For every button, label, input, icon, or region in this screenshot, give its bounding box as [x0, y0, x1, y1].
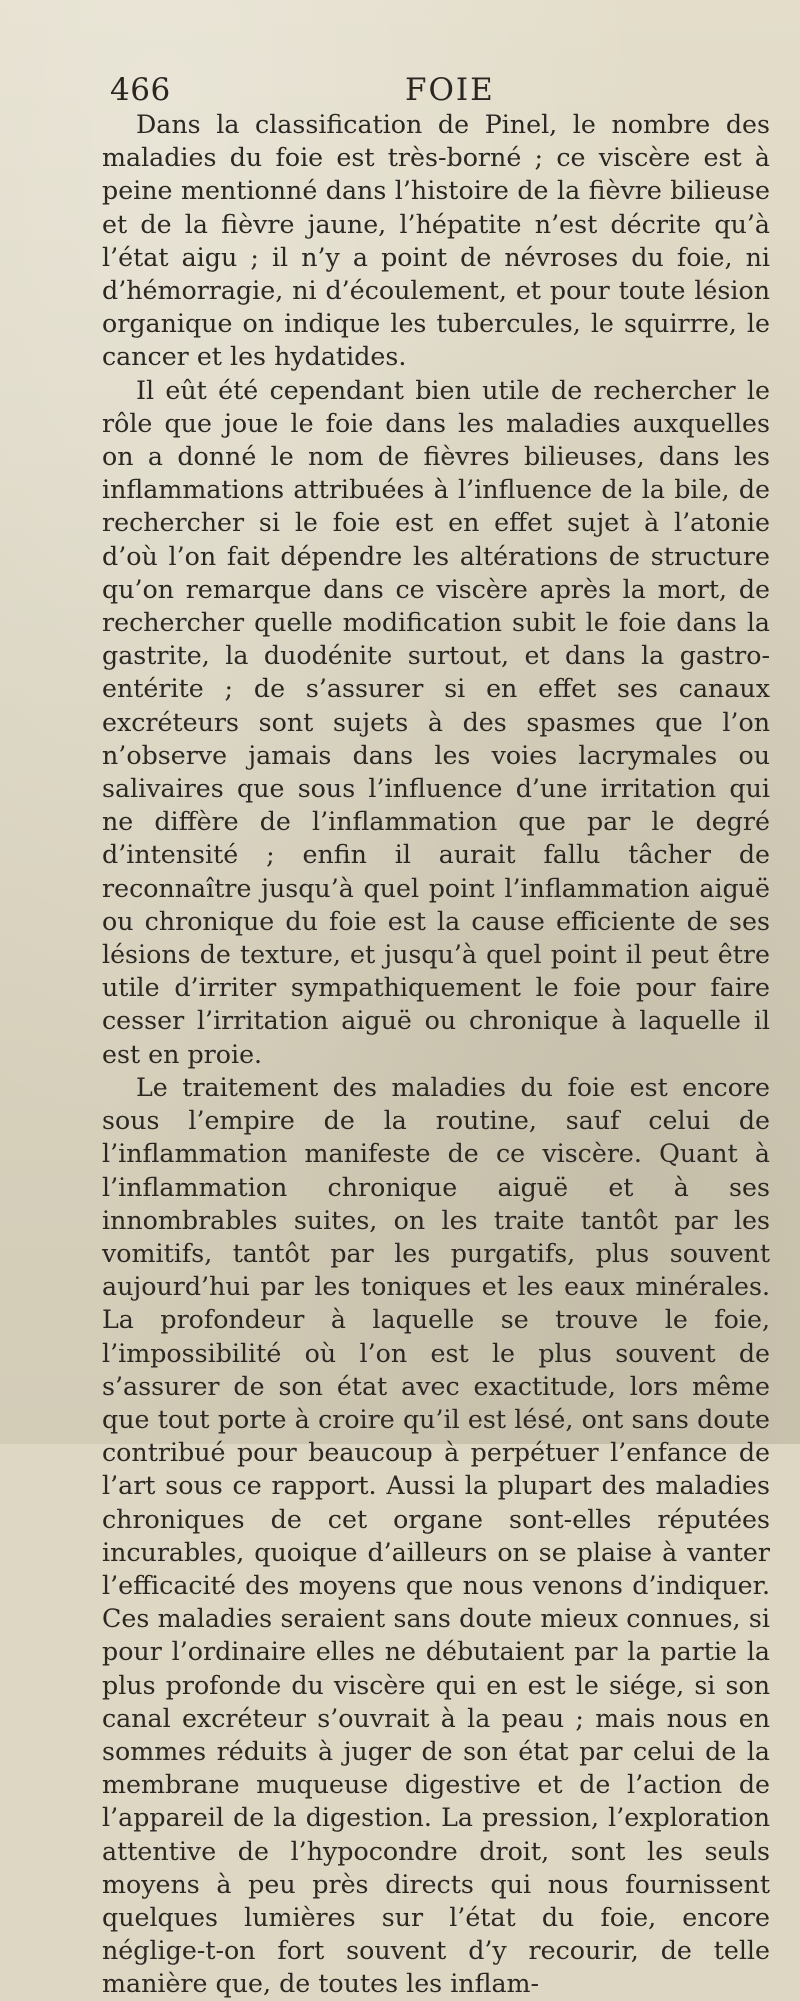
- paragraph-3: Le traitement des maladies du foie est encore sous l’empire de la routine, sauf celui de l’inflammation manifeste de ce viscère. Quant à l’inflammation chronique aiguë et à ses innombrables suites, on les traite tantôt par les vomitifs, tantôt par les purgatifs, plus souvent aujourd’hui par les toniques et les eaux minérales. La profondeur à laquelle se trouve le foie, l’impossibilité où l’on est le plus souvent de s’assurer de son état avec exactitude, lors même que tout porte à croire qu’il est lésé, ont sans doute contribué pour beaucoup à perpétuer l’enfance de l’art sous ce rapport. Aussi la plupart des maladies chroniques de cet organe sont-elles réputées incurables, quoique d’ailleurs on se plaise à vanter l’efficacité des moyens que nous venons d’indiquer. Ces maladies seraient sans doute mieux connues, si pour l’ordinaire elles ne débutaient par la partie la plus profonde du viscère qui en est le siége, si son canal excréteur s’ouvrait à la peau ; mais nous en sommes réduits à juger de son état par celui de la membrane muqueuse digestive et de l’action de l’appareil de la digestion. La pression, l’exploration attentive de l’hypocondre droit, sont les seuls moyens à peu près directs qui nous fournissent quelques lumières sur l’état du foie, encore néglige-t-on fort souvent d’y recourir, de telle manière que, de toutes les inflam-: [102, 1072, 770, 1999]
- page-number: 466: [110, 72, 171, 108]
- paragraph-1: Dans la classification de Pinel, le nombre des maladies du foie est très-borné ; ce viscère est à peine mentionné dans l’histoire de la fièvre bilieuse et de la fièvre jaune, l’hépatite n’est décrite qu’à l’état aigu ; il n’y a point de névroses du foie, ni d’hémorragie, ni d’écoulement, et pour toute lésion organique on indique les tubercules, le squirrre, le cancer et les hydatides.: [102, 110, 770, 372]
- running-head: [0, 72, 800, 112]
- body-text: [102, 108, 770, 2001]
- running-title: FOIE: [405, 72, 495, 108]
- paragraph-2: Il eût été cependant bien utile de rechercher le rôle que joue le foie dans les maladies auxquelles on a donné le nom de fièvres bilieuses, dans les inflammations attribuées à l’influence de la bile, de rechercher si le foie est en effet sujet à l’atonie d’où l’on fait dépendre les altérations de structure qu’on remarque dans ce viscère après la mort, de rechercher quelle modification subit le foie dans la gastrite, la duodénite surtout, et dans la gastro-entérite ; de s’assurer si en effet ses canaux excréteurs sont sujets à des spasmes que l’on n’observe jamais dans les voies lacrymales ou salivaires que sous l’influence d’une irritation qui ne diffère de l’inflammation que par le degré d’intensité ; enfin il aurait fallu tâcher de reconnaître jusqu’à quel point l’inflammation aiguë ou chronique du foie est la cause efficiente de ses lésions de texture, et jusqu’à quel point il peut être utile d’irriter sympathiquement le foie pour faire cesser l’irritation aiguë ou chronique à laquelle il est en proie.: [102, 375, 770, 1069]
